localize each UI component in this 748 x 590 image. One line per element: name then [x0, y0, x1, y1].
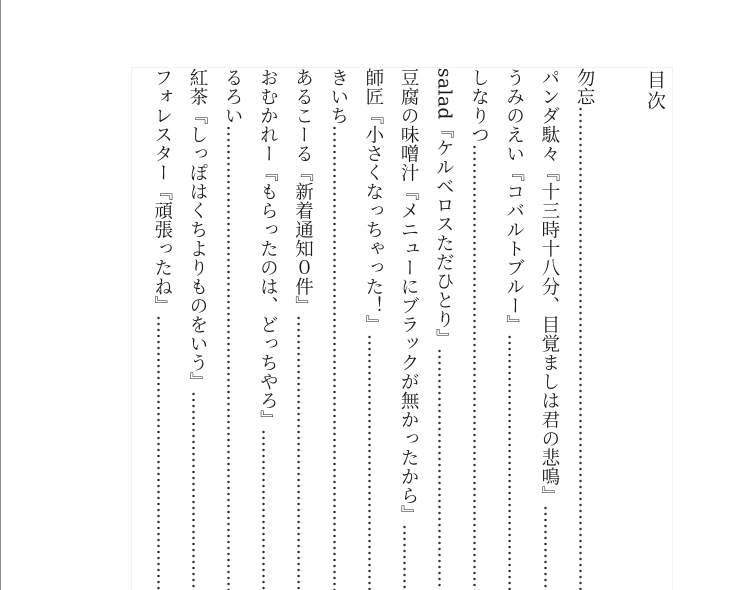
toc-entry-title: フォレスター『頑張ったね』	[151, 68, 173, 315]
dot-leader	[492, 334, 527, 590]
toc-list	[145, 68, 602, 590]
toc-entry[interactable]	[250, 68, 285, 590]
dot-leader	[352, 334, 387, 590]
toc-entry[interactable]	[215, 68, 250, 590]
toc-entry-title: 勿忘	[574, 68, 595, 106]
window-left-border	[0, 0, 1, 590]
dot-leader	[387, 524, 422, 590]
dot-leader	[281, 315, 316, 590]
dot-leader	[317, 125, 352, 590]
toc-entry-title: おむかれー『もらったのは、どっちやろ』	[257, 68, 279, 429]
toc-entry-title: パンダ駄々『十三時十八分、目覚ましは君の悲鳴』	[538, 68, 560, 505]
toc-entry[interactable]	[461, 68, 496, 590]
toc-entry-title: るろい	[222, 68, 244, 125]
toc-entry-title: 豆腐の味噌汁『メニューにブラックが無かったから』	[398, 68, 420, 524]
toc-entry-title: あるこーる『新着通知０件』	[292, 68, 314, 315]
dot-leader	[246, 429, 281, 590]
toc-entry-title: しなりつ	[468, 68, 490, 144]
dot-leader	[528, 505, 563, 590]
toc-entry[interactable]	[180, 68, 215, 590]
dot-leader	[141, 315, 176, 590]
dot-leader	[211, 125, 246, 590]
toc-entry-title: うみのえい『コバルトブルー』	[503, 68, 525, 334]
toc-entry[interactable]	[145, 68, 180, 590]
dot-leader	[176, 391, 211, 590]
dot-leader	[563, 106, 598, 590]
toc-entry[interactable]	[567, 68, 602, 590]
toc-entry[interactable]	[391, 68, 426, 590]
toc-entry-title: 紅茶『しっぽはくちよりものをいう』	[186, 68, 208, 391]
toc-entry-title: きいち	[327, 68, 349, 125]
toc-entry[interactable]	[426, 68, 461, 590]
dot-leader	[422, 348, 457, 590]
toc-entry-title: 師匠『小さくなっちゃった！』	[362, 68, 384, 334]
toc-entry[interactable]	[321, 68, 356, 590]
toc-entry[interactable]	[356, 68, 391, 590]
toc-entry-title: salad『ケルベロスただひとり』	[433, 68, 455, 348]
toc-entry[interactable]	[496, 68, 531, 590]
toc-entry[interactable]	[285, 68, 320, 590]
dot-leader	[457, 144, 492, 590]
toc-entry[interactable]	[532, 68, 567, 590]
toc-heading: 目次	[644, 70, 666, 112]
